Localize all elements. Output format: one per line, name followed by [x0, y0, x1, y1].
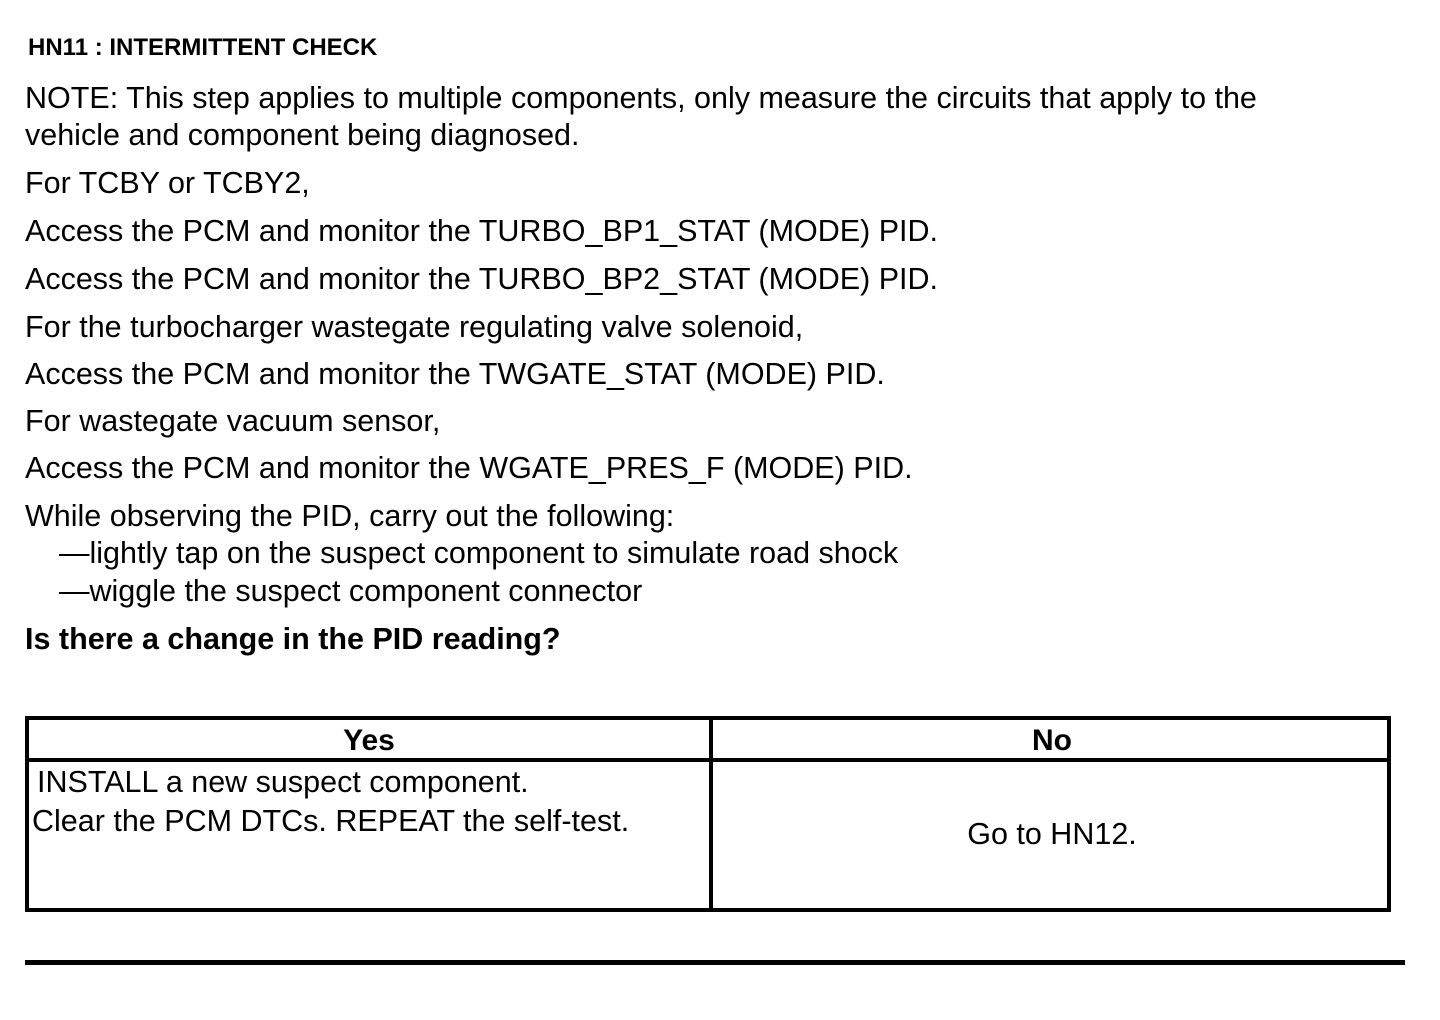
- bottom-rule: [25, 960, 1405, 965]
- yes-action-line-1: INSTALL a new suspect component.: [37, 765, 529, 799]
- instruction-bp1-pid: Access the PCM and monitor the TURBO_BP1_STAT (MODE) PID.: [25, 214, 939, 248]
- note-line-2: vehicle and component being diagnosed.: [25, 118, 580, 152]
- instruction-wgate-pres-pid: Access the PCM and monitor the WGATE_PRES_F (MODE) PID.: [25, 451, 913, 485]
- observe-instruction: While observing the PID, carry out the following:: [25, 499, 675, 533]
- yes-action-line-2: Clear the PCM DTCs. REPEAT the self-test.: [32, 804, 630, 838]
- action-wiggle: —wiggle the suspect component connector: [59, 574, 643, 608]
- no-action: Go to HN12.: [967, 817, 1137, 851]
- no-header: No: [1032, 724, 1072, 757]
- step-title: HN11 : INTERMITTENT CHECK: [28, 34, 378, 61]
- action-tap: —lightly tap on the suspect component to simulate road shock: [59, 536, 899, 570]
- yes-header: Yes: [343, 724, 395, 757]
- result-table: [25, 716, 1391, 912]
- condition-tcby: For TCBY or TCBY2,: [25, 166, 310, 200]
- note-line-1: NOTE: This step applies to multiple components, only measure the circuits that apply to the: [25, 81, 1257, 115]
- condition-wastegate-solenoid: For the turbocharger wastegate regulating valve solenoid,: [25, 310, 804, 344]
- diagnostic-step-page: [25, 0, 1405, 1020]
- instruction-twgate-pid: Access the PCM and monitor the TWGATE_STAT (MODE) PID.: [25, 357, 885, 391]
- condition-wastegate-sensor: For wastegate vacuum sensor,: [25, 404, 441, 438]
- instruction-bp2-pid: Access the PCM and monitor the TURBO_BP2_STAT (MODE) PID.: [25, 262, 939, 296]
- step-question: Is there a change in the PID reading?: [25, 622, 561, 656]
